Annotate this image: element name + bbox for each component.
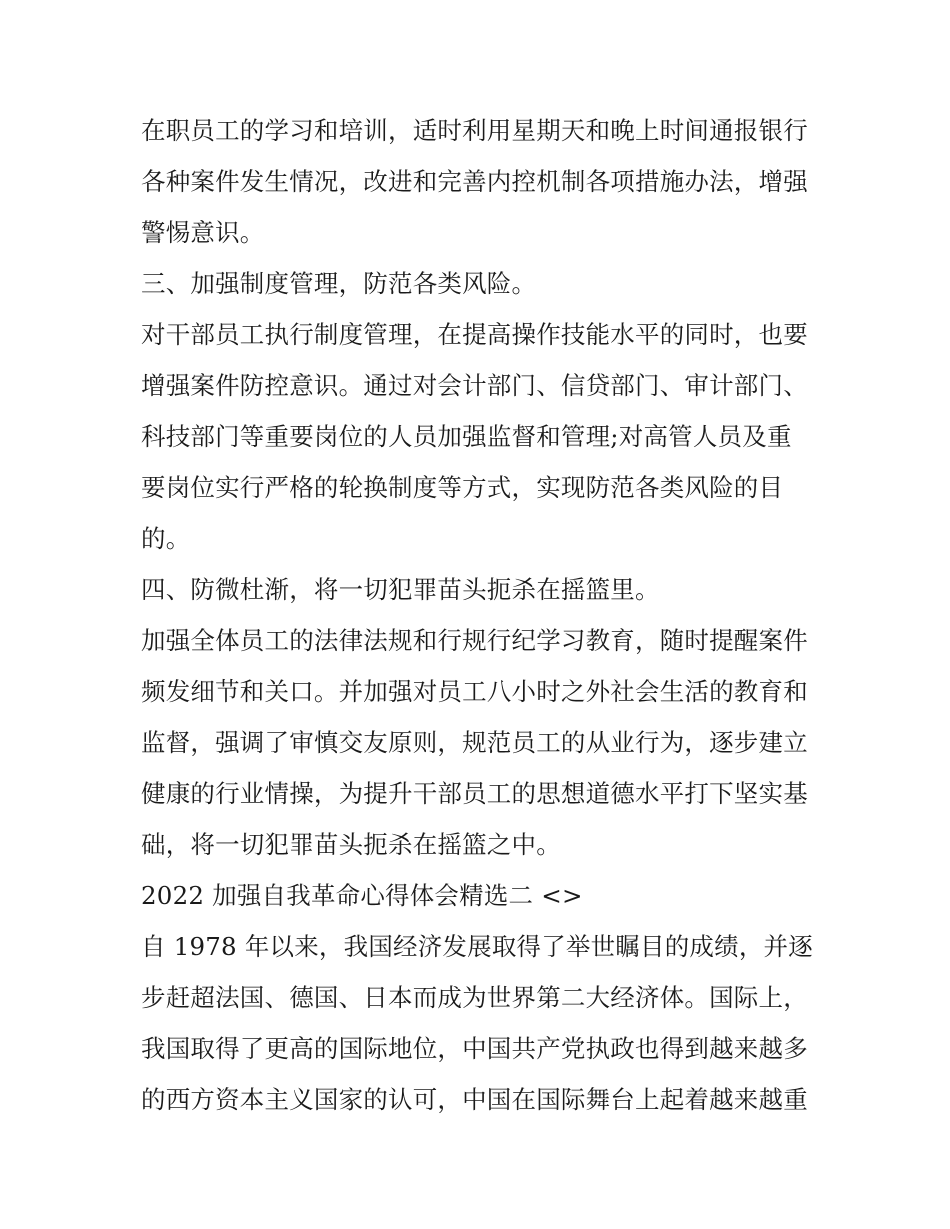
text-line: 警惕意识。: [141, 218, 265, 247]
article-title: 2022 加强自我革命心得体会精选二 <>: [141, 881, 583, 910]
document-body: [141, 105, 821, 1125]
text-line: 础，将一切犯罪苗头扼杀在摇篮之中。: [141, 830, 561, 859]
text-line: 我国取得了更高的国际地位，中国共产党执政也得到越来越多: [141, 1034, 808, 1063]
text-line: 增强案件防控意识。通过对会计部门、信贷部门、审计部门、: [141, 371, 808, 400]
text-line: 在职员工的学习和培训，适时利用星期天和晚上时间通报银行: [141, 116, 808, 145]
text-line: 监督，强调了审慎交友原则，规范员工的从业行为，逐步建立: [141, 728, 808, 757]
text-line: 频发细节和关口。并加强对员工八小时之外社会生活的教育和: [141, 677, 808, 706]
text-line: 科技部门等重要岗位的人员加强监督和管理;对高管人员及重: [141, 422, 792, 451]
text-line: 各种案件发生情况，改进和完善内控机制各项措施办法，增强: [141, 167, 808, 196]
text-line: 的。: [141, 524, 191, 553]
text-line: 对干部员工执行制度管理，在提高操作技能水平的同时，也要: [141, 320, 808, 349]
section-heading: 四、防微杜渐，将一切犯罪苗头扼杀在摇篮里。: [141, 575, 660, 604]
text-line: 健康的行业情操，为提升干部员工的思想道德水平打下坚实基: [141, 779, 808, 808]
section-heading: 三、加强制度管理，防范各类风险。: [141, 269, 537, 298]
text-line: 自 1978 年以来，我国经济发展取得了举世瞩目的成绩，并逐: [141, 932, 813, 961]
text-line: 的西方资本主义国家的认可，中国在国际舞台上起着越来越重: [141, 1085, 808, 1114]
text-line: 要岗位实行严格的轮换制度等方式，实现防范各类风险的目: [141, 473, 784, 502]
text-line: 加强全体员工的法律法规和行规行纪学习教育，随时提醒案件: [141, 626, 808, 655]
text-line: 步赶超法国、德国、日本而成为世界第二大经济体。国际上，: [141, 983, 808, 1012]
